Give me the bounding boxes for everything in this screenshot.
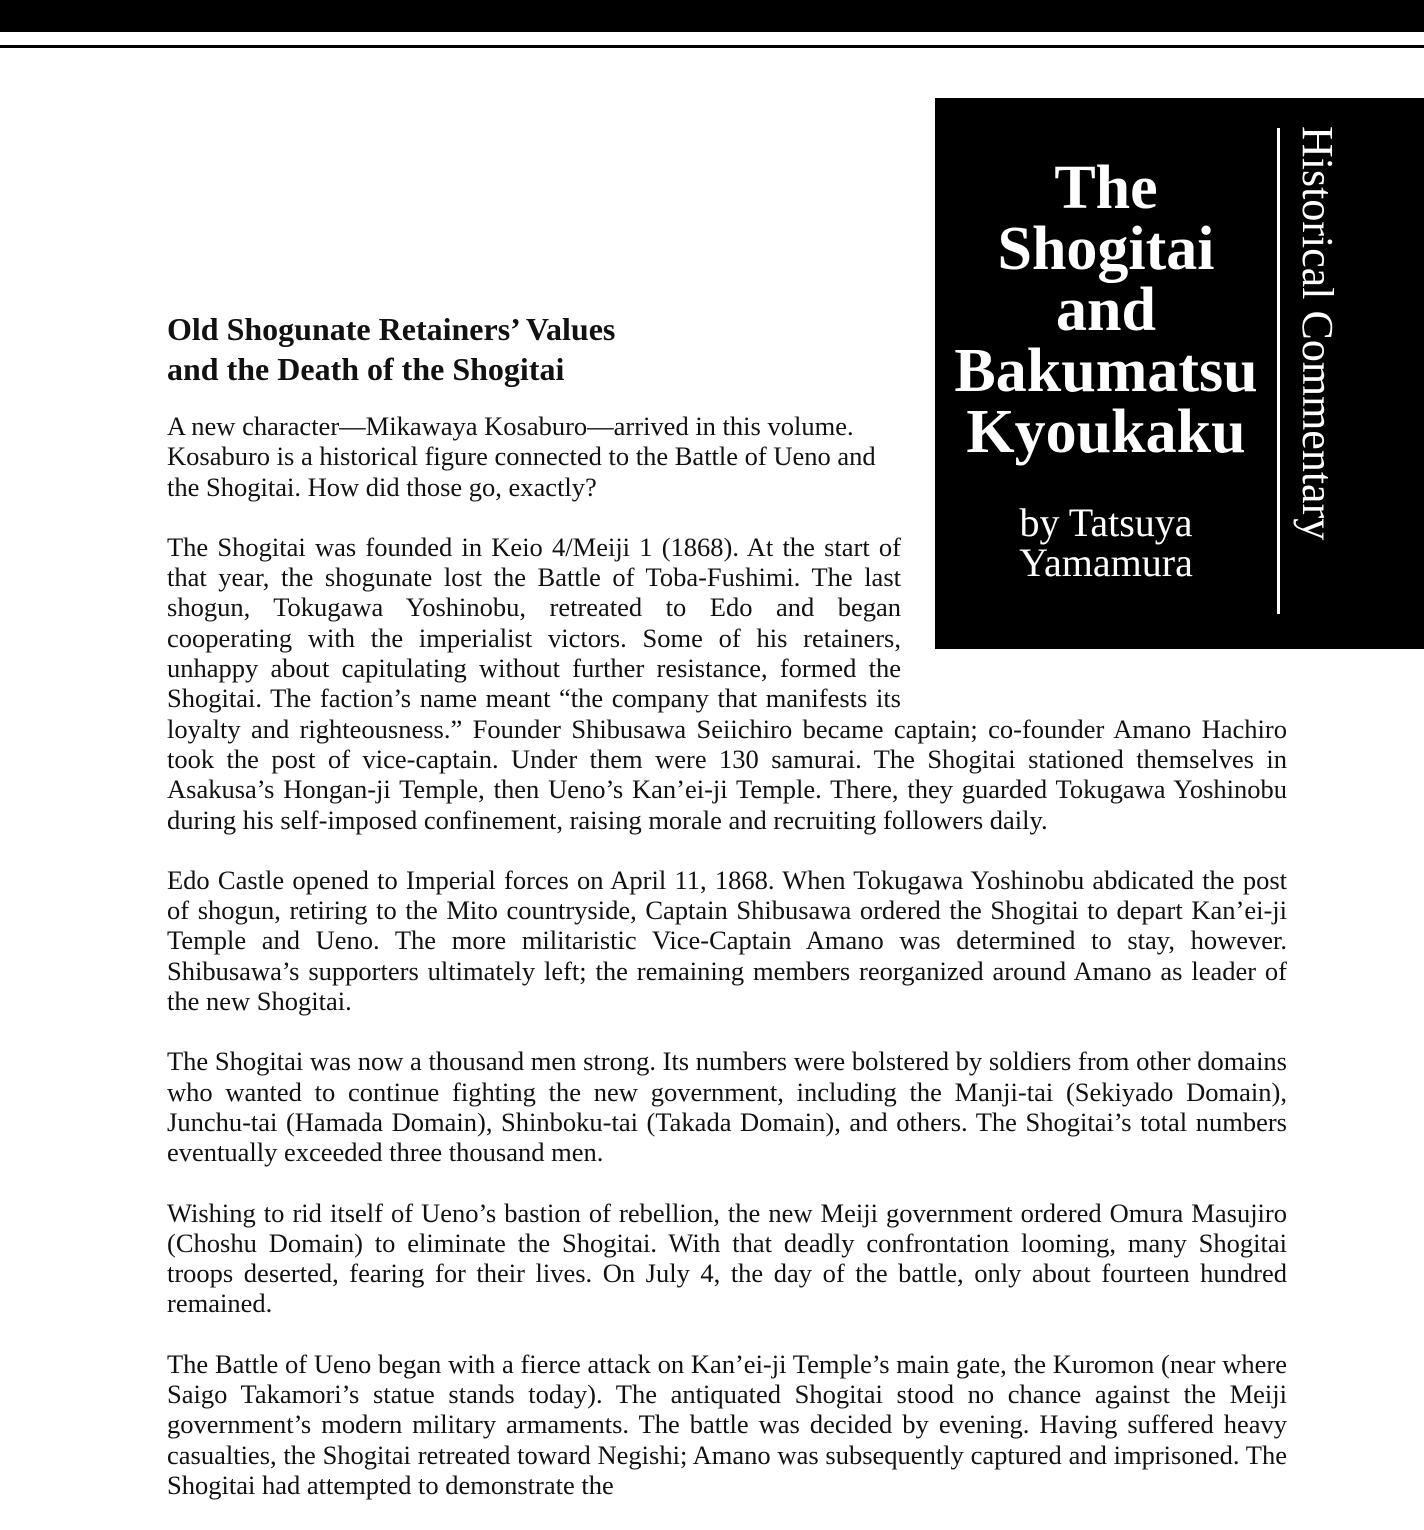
- article-heading: [167, 309, 1287, 389]
- author-line: Yamamura: [1019, 540, 1193, 585]
- author-line: by Tatsuya: [1019, 500, 1193, 545]
- article-paragraph: The Shogitai was now a thousand men strong. Its numbers were bolstered by soldiers from other domains who wanted to continue fighting the new government, including the Manji-tai (Sekiyado Domain), Junchu-tai (Hamada Domain), Shinboku-tai (Takada Domain), and others. The Shogitai’s total numbers eventually exceeded three thousand men.: [167, 1046, 1287, 1168]
- article-paragraph: Edo Castle opened to Imperial forces on April 11, 1868. When Tokugawa Yoshinobu abdicated the post of shogun, retiring to the Mito countryside, Captain Shibusawa ordered the Shogitai to depart Kan’ei-ji Temple and Ueno. The more militaristic Vice-Captain Amano was determined to stay, however. Shibusawa’s supporters ultimately left; the remaining members reorganized around Amano as leader of the new Shogitai.: [167, 864, 1287, 1017]
- top-border-rule: [0, 45, 1424, 48]
- article-paragraph: Wishing to rid itself of Ueno’s bastion of rebellion, the new Meiji government ordered Omura Masujiro (Choshu Domain) to eliminate the Shogitai. With that deadly confrontation looming, many Shogitai troops deserted, fearing for their lives. On July 4, the day of the battle, only about fourteen hundred remained.: [167, 1197, 1287, 1319]
- article-body: [167, 309, 1287, 1530]
- article-paragraph: [167, 532, 1287, 835]
- article-heading-line: and the Death of the Shogitai: [167, 351, 565, 387]
- feature-title-line: Shogitai: [997, 215, 1215, 283]
- article-paragraph: A new character—Mikawaya Kosaburo—arrived in this volume. Kosaburo is a historical figure connected to the Battle of Ueno and the Shogitai. How did those go, exactly?: [167, 411, 876, 502]
- feature-title-line: Kyoukaku: [966, 398, 1246, 466]
- article-heading-line: Old Shogunate Retainers’ Values: [167, 311, 616, 347]
- article-paragraph-text: The Shogitai was founded in Keio 4/Meiji 1 (1868). At the start of that year, the shogunate lost the Battle of Toba-Fushimi. The last shogun, Tokugawa Yoshinobu, retreated to Edo and began cooperating with the imperialist victors. Some of his retainers, unhappy about capitulating without further resistance, formed the Shogitai. The faction’s name meant “the company that manifests its loyalty and righteousness.” Founder Shibusawa Seiichiro became captain; co-founder Amano Hachiro took the post of vice-captain. Under them were 130 samurai. The Shogitai stationed themselves in Asakusa’s Hongan-ji Temple, then Ueno’s Kan’ei-ji Temple. There, they guarded Tokugawa Yoshinobu during his self-imposed confinement, raising morale and recruiting followers daily.: [167, 531, 1287, 835]
- article-paragraph: The Battle of Ueno began with a fierce attack on Kan’ei-ji Temple’s main gate, the Kuromon (near where Saigo Takamori’s statue stands today). The antiquated Shogitai stood no chance against the Meiji government’s modern military armaments. The battle was decided by evening. Having suffered heavy casualties, the Shogitai retreated toward Negishi; Amano was subsequently captured and imprisoned. The Shogitai had attempted to demonstrate the: [167, 1348, 1287, 1500]
- feature-title-line: and: [1056, 276, 1156, 344]
- section-label-vertical: Historical Commentary: [1293, 126, 1342, 541]
- feature-title-line: Bakumatsu: [954, 337, 1258, 405]
- feature-title-line: The: [1054, 154, 1158, 222]
- top-border-bar: [0, 0, 1424, 32]
